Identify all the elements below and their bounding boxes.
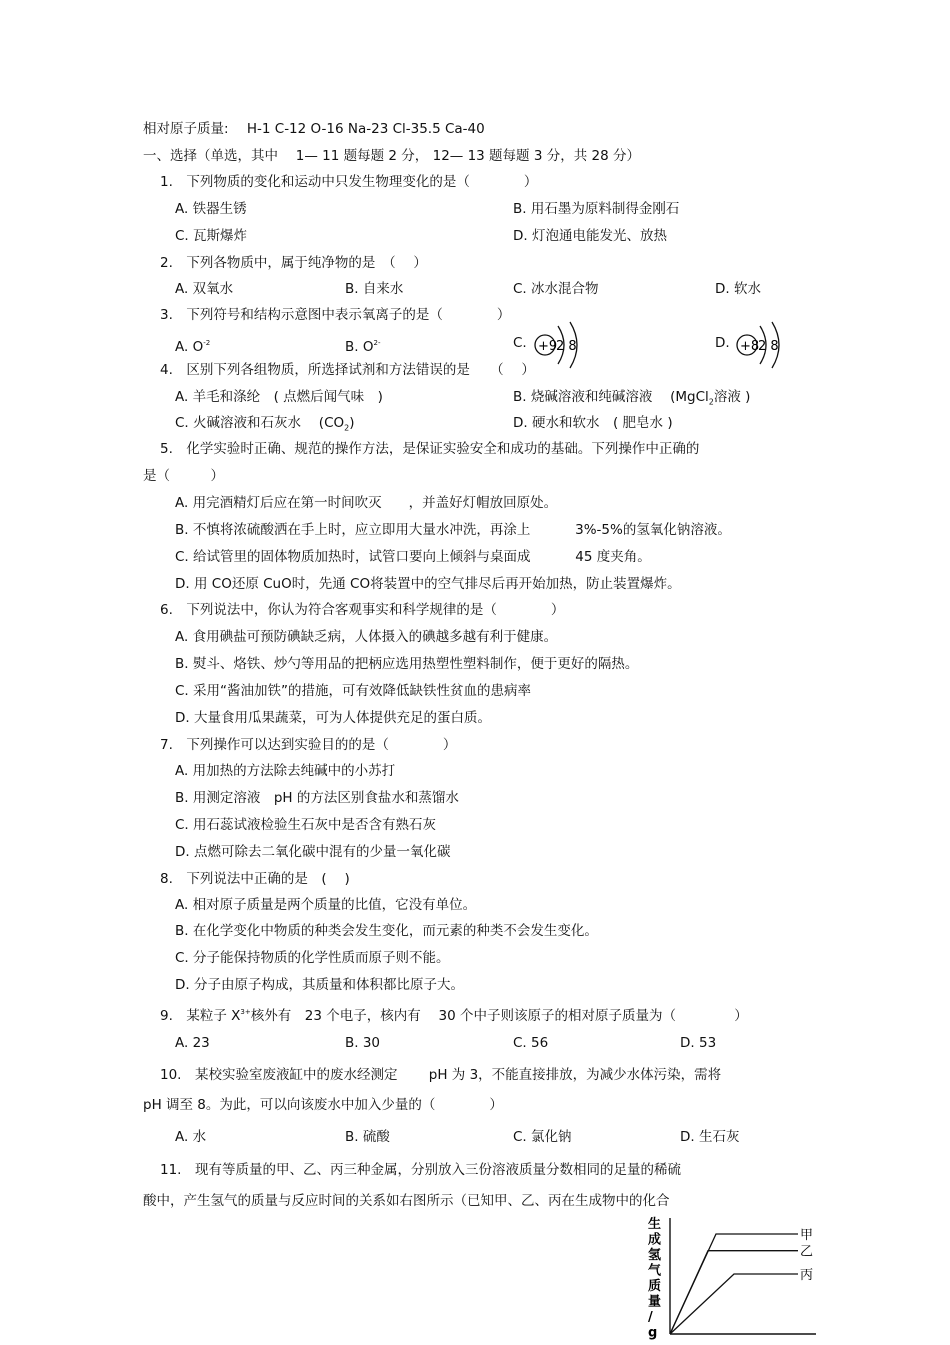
q3-c-nucleus: +9: [538, 339, 558, 354]
q4-option-d[interactable]: D. 硬水和软水 ( 肥皂水 ): [513, 415, 673, 431]
q2-option-d[interactable]: D. 软水: [715, 281, 761, 297]
q4-option-a[interactable]: A. 羊毛和涤纶 ( 点燃后闻气味 ): [175, 389, 383, 405]
atomic-mass-values: H-1 C-12 O-16 Na-23 Cl-35.5 Ca-40: [246, 121, 485, 137]
question-5-stem: 5. 化学实验时正确、规范的操作方法，是保证实验安全和成功的基础。下列操作中正确的: [160, 441, 700, 457]
q7-option-c[interactable]: C. 用石蕊试液检验生石灰中是否含有熟石灰: [175, 817, 437, 833]
atomic-mass-line: [143, 120, 485, 138]
series-line-3: [670, 1274, 798, 1334]
q9-option-c[interactable]: C. 56: [513, 1035, 549, 1051]
q1-option-a[interactable]: A. 铁器生锈: [175, 201, 247, 217]
question-10-stem: 10. 某校实验室废液缸中的废水经测定 pH 为 3，不能直接排放，为减少水体污染，需将: [160, 1067, 722, 1083]
q4-option-b[interactable]: B. 烧碱溶液和纯碱溶液 (MgCl$_2$溶液 ): [513, 389, 751, 407]
q5-option-a[interactable]: A. 用完酒精灯后应在第一时间吹灭 ，并盖好灯帽放回原处。: [175, 495, 558, 511]
q3-d-nucleus: +8: [740, 339, 760, 354]
atomic-mass-label: 相对原子质量:: [143, 121, 229, 137]
q3-option-c[interactable]: C.: [513, 335, 527, 351]
q1-option-d[interactable]: D. 灯泡通电能发光、放热: [513, 228, 667, 244]
q10-option-d[interactable]: D. 生石灰: [680, 1129, 740, 1145]
q3-option-d[interactable]: D.: [715, 335, 730, 351]
q9-option-a[interactable]: A. 23: [175, 1035, 210, 1051]
q6-option-a[interactable]: A. 食用碘盐可预防碘缺乏病，人体摄入的碘越多越有利于健康。: [175, 629, 558, 645]
question-11-stem-cont: 酸中，产生氢气的质量与反应时间的关系如右图所示（已知甲、乙、丙在生成物中的化合: [143, 1193, 670, 1209]
q9-option-d[interactable]: D. 53: [680, 1035, 717, 1051]
q3-a-charge: -2: [203, 339, 211, 347]
q6-option-b[interactable]: B. 熨斗、烙铁、炒勺等用品的把柄应选用热塑性塑料制作，便于更好的隔热。: [175, 656, 639, 672]
series-line-2: [670, 1251, 798, 1334]
q9-option-b[interactable]: B. 30: [345, 1035, 381, 1051]
q4-option-c[interactable]: C. 火碱溶液和石灰水 $(CO_2)$: [175, 415, 355, 433]
q3-d-atom-diagram: [730, 318, 790, 368]
question-6-stem: 6. 下列说法中，你认为符合客观事实和科学规律的是（ ）: [160, 602, 565, 618]
q5-option-c[interactable]: C. 给试管里的固体物质加热时，试管口要向上倾斜与桌面成 45 度夹角。: [175, 549, 651, 565]
question-7-stem: 7. 下列操作可以达到实验目的的是（ ）: [160, 737, 457, 753]
q2-option-a[interactable]: A. 双氧水: [175, 281, 234, 297]
question-1-stem: 1. 下列物质的变化和运动中只发生物理变化的是（ ）: [160, 174, 538, 190]
question-10-stem-cont: pH 调至 8。为此，可以向该废水中加入少量的（ ）: [143, 1097, 503, 1113]
question-8-stem: 8. 下列说法中正确的是 ( ): [160, 871, 350, 887]
q3-d-shells: 2 8: [758, 339, 779, 354]
chart-y-label: 生成氢气质量/ g: [648, 1217, 662, 1341]
question-11-stem: 11. 现有等质量的甲、乙、丙三种金属，分别放入三份溶液质量分数相同的足量的稀硫: [160, 1162, 681, 1178]
series-label-3: 丙: [800, 1268, 814, 1283]
question-9-stem: 9. 某粒子 $X^{3+}$核外有 23 个电子，核内有 30 个中子则该原子的相对原子质量为（ ）: [160, 1008, 748, 1024]
question-2-stem: 2. 下列各物质中，属于纯净物的是 （ ）: [160, 255, 427, 271]
q1-option-c[interactable]: C. 瓦斯爆炸: [175, 228, 248, 244]
q3-b-charge: 2-: [373, 339, 381, 347]
q7-option-a[interactable]: A. 用加热的方法除去纯碱中的小苏打: [175, 763, 396, 779]
q5-option-d[interactable]: D. 用 CO还原 CuO时，先通 CO将装置中的空气排尽后再开始加热，防止装置爆炸。: [175, 576, 681, 592]
q5-option-b[interactable]: B. 不慎将浓硫酸洒在手上时，应立即用大量水冲洗，再涂上 3%-5%的氢氧化钠溶液。: [175, 522, 731, 538]
q3-option-a[interactable]: A. $O^{-2}$: [175, 339, 211, 355]
q6-option-c[interactable]: C. 采用“酱油加铁”的措施，可有效降低缺铁性贫血的患病率: [175, 683, 531, 699]
series-line-1: [670, 1234, 798, 1334]
q2-option-b[interactable]: B. 自来水: [345, 281, 404, 297]
section-title: 一、选择（单选，其中 1— 11 题每题 2 分， 12— 13 题每题 3 分，共 28 分）: [143, 148, 640, 164]
q3-c-shells: 2 8: [556, 339, 577, 354]
q6-option-d[interactable]: D. 大量食用瓜果蔬菜，可为人体提供充足的蛋白质。: [175, 710, 491, 726]
q3-option-b[interactable]: B. $O^{2-}$: [345, 339, 381, 355]
q1-option-b[interactable]: B. 用石墨为原料制得金刚石: [513, 201, 680, 217]
q8-option-a[interactable]: A. 相对原子质量是两个质量的比值，它没有单位。: [175, 897, 477, 913]
question-3-stem: 3. 下列符号和结构示意图中表示氧离子的是（ ）: [160, 307, 511, 323]
q2-option-c[interactable]: C. 冰水混合物: [513, 281, 599, 297]
q7-option-b[interactable]: B. 用测定溶液 pH 的方法区别食盐水和蒸馏水: [175, 790, 459, 806]
series-label-2: 乙: [800, 1244, 814, 1260]
q8-option-b[interactable]: B. 在化学变化中物质的种类会发生变化，而元素的种类不会发生变化。: [175, 923, 598, 939]
q10-option-c[interactable]: C. 氯化钠: [513, 1129, 572, 1145]
q10-option-a[interactable]: A. 水: [175, 1129, 207, 1145]
series-label-1: 甲: [800, 1228, 814, 1243]
q8-option-c[interactable]: C. 分子能保持物质的化学性质而原子则不能。: [175, 950, 450, 966]
q10-option-b[interactable]: B. 硫酸: [345, 1129, 390, 1145]
question-5-stem-cont: 是（ ）: [143, 468, 224, 484]
q8-option-d[interactable]: D. 分子由原子构成，其质量和体积都比原子大。: [175, 977, 464, 993]
question-4-stem: 4. 区别下列各组物质，所选择试剂和方法错误的是 （ ）: [160, 362, 535, 378]
q3-c-atom-diagram: [528, 318, 588, 368]
q7-option-d[interactable]: D. 点燃可除去二氧化碳中混有的少量一氧化碳: [175, 844, 451, 860]
hydrogen-mass-chart: [638, 1214, 828, 1345]
